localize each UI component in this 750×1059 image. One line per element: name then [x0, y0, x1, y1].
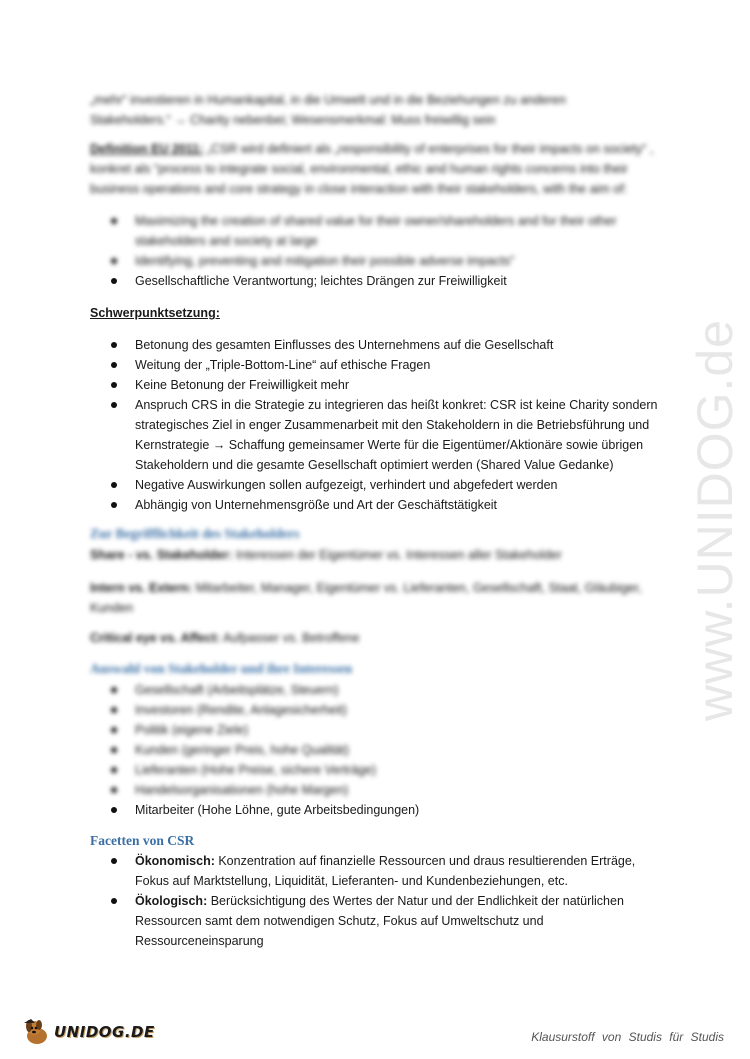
focus-list [90, 335, 660, 515]
footer-tagline: Klausurstoff von Studis für Studis [531, 1030, 724, 1044]
bullet-icon [111, 278, 117, 284]
list-item: Ökologisch: Berücksichtigung des Wertes der Natur und der Endlichkeit der natürlichen Ressourcen samt dem notwendigen Schutz, Fokus auf Umweltschutz und Ressourceneinsparung [90, 891, 660, 951]
list-item: Negative Auswirkungen sollen aufgezeigt, verhindert und abgefedert werden [90, 475, 660, 495]
list-item: Handelsorganisationen (hohe Margen) [90, 780, 660, 800]
list-item: Mitarbeiter (Hohe Löhne, gute Arbeitsbedingungen) [90, 800, 660, 820]
list-item: Abhängig von Unternehmensgröße und Art der Geschäftstätigkeit [90, 495, 660, 515]
list-item: Lieferanten (Hohe Preise, sichere Verträge) [90, 760, 660, 780]
bullet-icon [111, 767, 117, 773]
definition-label: Definition EU 2011: [90, 142, 204, 156]
logo-text: UNIDOG.DE [54, 1023, 155, 1041]
stakeholder-selection-heading: Auswahl von Stakeholder und ihre Interessen [90, 661, 353, 676]
list-item: Weitung der „Triple-Bottom-Line“ auf ethische Fragen [90, 355, 660, 375]
list-item: Ökonomisch: Konzentration auf finanzielle Ressourcen und draus resultierenden Erträge, Fokus auf Marktstellung, Liquidität, Lieferanten- und Kundenbeziehungen, etc. [90, 851, 660, 891]
bullet-icon [111, 858, 117, 864]
definition-paragraph [90, 139, 660, 199]
bullet-icon [111, 787, 117, 793]
list-item: Investoren (Rendite, Anlagesicherheit) [90, 700, 660, 720]
list-item: Kunden (geringer Preis, hohe Qualität) [90, 740, 660, 760]
bullet-icon [111, 218, 117, 224]
bullet-icon [111, 382, 117, 388]
definition-line-3: business operations and core strategy in close interaction with their stakeholders, with the aim of: [90, 182, 628, 196]
definition-line-1: „CSR wird definiert als „responsibility of enterprises for their impacts on society“ , [203, 142, 654, 156]
list-item: Politik (eigene Ziele) [90, 720, 660, 740]
list-item: Gesellschaft (Arbeitsplätze, Steuern) [90, 680, 660, 700]
share-paragraph: Share - vs. Stakeholder: Interessen der Eigentümer vs. Interessen aller Stakeholder [90, 548, 562, 562]
intern-paragraph: Intern vs. Extern: Mitarbeiter, Manager, Eigentümer vs. Lieferanten, Gesellschaft, Staat, Gläubiger, Kunden [90, 581, 642, 615]
facets-heading: Facetten von CSR [90, 833, 195, 848]
stakeholder-list [90, 680, 660, 820]
bullet-icon [111, 727, 117, 733]
watermark-text: www.UNIDOG.de [687, 319, 743, 721]
critical-paragraph: Critical eye vs. Affect: Aufpasser vs. Betroffene [90, 631, 360, 645]
unidog-logo[interactable] [22, 1016, 162, 1048]
bullet-icon [111, 687, 117, 693]
intro-line-1: „mehr“ investieren in Humankapital, in die Umwelt und in die Beziehungen zu anderen [90, 93, 566, 107]
focus-heading: Schwerpunktsetzung: [90, 306, 220, 320]
bullet-icon [111, 342, 117, 348]
bullet-icon [111, 482, 117, 488]
stakeholder-terms-heading: Zur Begrifflichkeit des Stakeholders [90, 526, 300, 541]
bullet-icon [111, 898, 117, 904]
list-item: Keine Betonung der Freiwilligkeit mehr [90, 375, 660, 395]
bullet-icon [111, 747, 117, 753]
intro-paragraph [90, 90, 660, 130]
bullet-icon [111, 707, 117, 713]
list-item: Maximizing the creation of shared value for their owner/shareholders and for their other stakeholders and society at large [90, 211, 660, 251]
bullet-icon [111, 362, 117, 368]
list-item: Gesellschaftliche Verantwortung; leichtes Drängen zur Freiwilligkeit [90, 271, 660, 291]
bullet-icon [111, 402, 117, 408]
bullet-icon [111, 807, 117, 813]
intro-line-2: Stakeholders.“ → Charity nebenbei; Wesensmerkmal: Muss freiwillig sein [90, 113, 496, 127]
definition-line-2: konkret als “process to integrate social, environmental, ethic and human rights concerns into their [90, 162, 628, 176]
dog-icon [22, 1017, 52, 1047]
list-item: Identifying, preventing and mitigation their possible adverse impacts” [90, 251, 660, 271]
bullet-icon [111, 258, 117, 264]
facets-list [90, 851, 660, 951]
aims-list [90, 211, 660, 291]
list-item: Betonung des gesamten Einflusses des Unternehmens auf die Gesellschaft [90, 335, 660, 355]
list-item: Anspruch CRS in die Strategie zu integrieren das heißt konkret: CSR ist keine Charity sondern strategisches Ziel in enger Zusammenarbeit mit den Stakeholdern in die Betriebsführung und Kernstrategie → Schaffung gemeinsamer Werte für die Eigentümer/Aktionäre sowie übrigen Stakeholdern und die gesamte Gesellschaft optimiert werden (Shared Value Gedanke) [90, 395, 660, 475]
bullet-icon [111, 502, 117, 508]
